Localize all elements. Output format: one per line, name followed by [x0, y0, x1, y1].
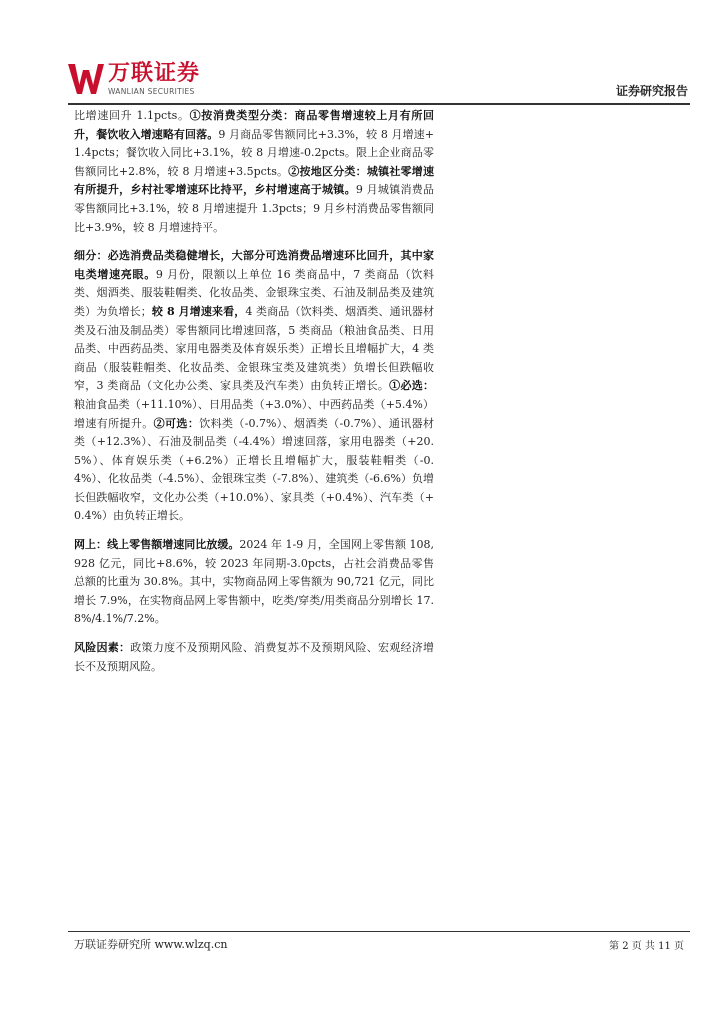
footer-institution: 万联证券研究所 www.wlzq.cn [74, 938, 228, 951]
bold-text-segment: ②按地区分类：城镇社零增速有所提升，乡村社零增速环比持平，乡村增速高于城镇。 [74, 164, 435, 197]
bold-text-segment: 细分：必选消费品类稳健增长，大部分可选消费品增速环比回升，其中家电类增速亮眼。 [74, 249, 434, 281]
logo-chinese-name: 万联证券 [108, 61, 201, 86]
text-segment: 饮料类（-0.7%）、烟酒类（-0.7%）、通讯器材类（+12.3%）、石油及制品类（-4.4%）增速回落，家用电器类（+20.5%）、体育娱乐类（+6.2%）正增长且增幅扩大，服装鞋帽类（-0.4%）、化妆品类（-4.5%）、金银珠宝类（-7.8%）、建筑类（-6.6%）负增长但跌幅收窄，文化办公类（+10.0%）、家具类（+0.4%）、汽车类（+0.4%）由负转正增长。 [74, 416, 435, 523]
text-segment: 比增速回升 1.1pcts。 [74, 109, 190, 122]
bold-text-segment: ①必选： [389, 379, 434, 393]
text-segment: 9 月份，限额以上单位 16 类商品中，7 类商品（饮料类、烟酒类、服装鞋帽类、化妆品类、金银珠宝类、石油及制品类及建筑类）为负增长； [74, 267, 434, 318]
logo-english-name: WANLIAN SECURITIES [108, 87, 195, 96]
paragraph-online-retail [74, 536, 434, 629]
page-header [68, 62, 690, 104]
footer-divider [68, 931, 690, 932]
bold-text-segment: ①按消费类型分类：商品零售增速较上月有所回升，餐饮收入增速略有回落。 [74, 109, 435, 141]
paragraph-category-breakdown [74, 247, 434, 526]
bold-text-segment: 风险因素： [74, 641, 131, 655]
company-logo [68, 62, 200, 96]
paragraph-risk-factors [74, 639, 434, 676]
text-segment: 4 类商品（饮料类、烟酒类、通讯器材类及石油及制品类）零售额同比增速回落，5 类商品（粮油食品类、日用品类、中西药品类、家用电器类及体育娱乐类）正增长且增幅扩大，4 类商品（服装鞋帽类、化妆品类、金银珠宝类及建筑类）负增长但跌幅收窄，3 类商品（文化办公类、家具类及汽车类）由负转正增长。 [74, 304, 435, 393]
text-segment: 9 月城镇消费品零售额同比+3.1%，较 8 月增速提升 1.3pcts；9 月乡村消费品零售额同比+3.9%，较 8 月增速持平。 [74, 183, 434, 234]
report-type-label: 证券研究报告 [615, 84, 688, 98]
header-divider [68, 103, 690, 105]
bold-text-segment: ②可选： [153, 416, 200, 430]
text-segment: 2024 年 1-9 月，全国网上零售额 108,928 亿元，同比+8.6%，较 2023 年同期-3.0pcts，占社会消费品零售总额的比重为 30.8%。其中，实物商品网上零售额为 90,721 亿元，同比增长 7.9%，在实物商品网上零售额中，吃类/穿类/用类商品分别增长 17.8%/4.1%/7.2%。 [74, 538, 434, 626]
text-segment: 政策力度不及预期风险、消费复苏不及预期风险、宏观经济增长不及预期风险。 [74, 641, 435, 673]
paragraph-consumption-type [74, 107, 434, 237]
bold-text-segment: 网上：线上零售额增速同比放缓。 [74, 538, 240, 552]
report-body [74, 107, 434, 686]
text-segment: 9 月商品零售额同比+3.3%，较 8 月增速+1.4pcts；餐饮收入同比+3.1%，较 8 月增速-0.2pcts。限上企业商品零售额同比+2.8%，较 8 月增速+3.5pcts。 [74, 127, 434, 178]
footer-page-number: 第 2 页 共 11 页 [609, 941, 684, 952]
bold-text-segment: 较 8 月增速来看， [151, 304, 246, 318]
wanlian-logo-icon [68, 62, 104, 96]
text-segment: 粮油食品类（+11.10%）、日用品类（+3.0%）、中西药品类（+5.4%）增速有所提升。 [74, 397, 434, 430]
